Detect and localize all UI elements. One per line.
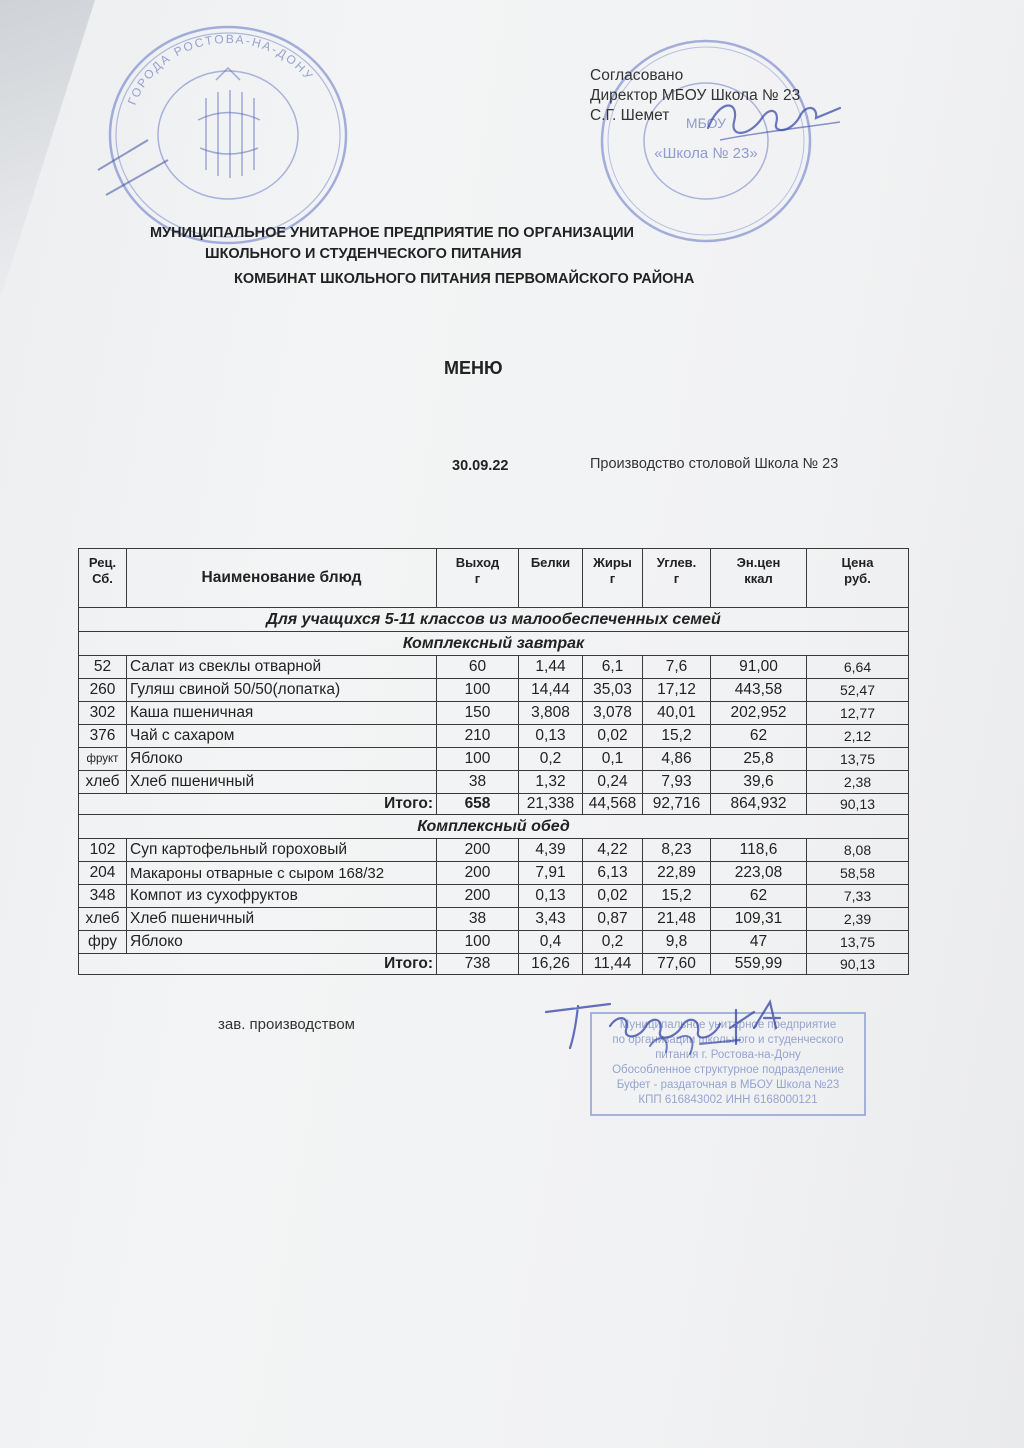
cell-fat: 35,03 <box>583 679 643 702</box>
cell-name: Яблоко <box>127 931 437 954</box>
cell-carbs: 40,01 <box>643 702 711 725</box>
cell-name: Каша пшеничная <box>127 702 437 725</box>
cell-code: 348 <box>79 885 127 908</box>
menu-title: МЕНЮ <box>444 358 503 378</box>
total-fat: 44,568 <box>583 794 643 815</box>
cell-fat: 4,22 <box>583 839 643 862</box>
right-seal-center-line1: МБОУ <box>685 115 727 131</box>
total-protein: 21,338 <box>519 794 583 815</box>
total-carbs: 77,60 <box>643 954 711 975</box>
table-row <box>79 839 909 862</box>
cell-carbs: 21,48 <box>643 908 711 931</box>
cell-name: Хлеб пшеничный <box>127 771 437 794</box>
header-protein: Белки <box>519 549 583 608</box>
cell-fat: 0,2 <box>583 931 643 954</box>
cell-energy: 202,952 <box>711 702 807 725</box>
cell-name: Компот из сухофруктов <box>127 885 437 908</box>
cell-energy: 47 <box>711 931 807 954</box>
cell-name: Чай с сахаром <box>127 725 437 748</box>
cell-code: фру <box>79 931 127 954</box>
cell-carbs: 17,12 <box>643 679 711 702</box>
stamp-line: Обособленное структурное подразделение <box>612 1064 844 1076</box>
cell-name: Салат из свеклы отварной <box>127 656 437 679</box>
cell-fat: 0,02 <box>583 725 643 748</box>
header-output: Выход г <box>437 549 519 608</box>
total-energy: 864,932 <box>711 794 807 815</box>
breakfast-title: Комплексный завтрак <box>79 632 909 656</box>
cell-protein: 3,808 <box>519 702 583 725</box>
table-row <box>79 725 909 748</box>
cell-code: 302 <box>79 702 127 725</box>
cell-carbs: 15,2 <box>643 885 711 908</box>
cell-energy: 39,6 <box>711 771 807 794</box>
cell-fat: 6,13 <box>583 862 643 885</box>
table-row <box>79 885 909 908</box>
cell-price: 2,39 <box>807 908 909 931</box>
cell-output: 150 <box>437 702 519 725</box>
total-output: 738 <box>437 954 519 975</box>
table-row <box>79 656 909 679</box>
cell-price: 7,33 <box>807 885 909 908</box>
cell-code: 260 <box>79 679 127 702</box>
cell-output: 38 <box>437 771 519 794</box>
cell-price: 2,12 <box>807 725 909 748</box>
cell-carbs: 4,86 <box>643 748 711 771</box>
production-label: Производство столовой Школа № 23 <box>590 456 839 472</box>
total-price: 90,13 <box>807 794 909 815</box>
header-price: Цена руб. <box>807 549 909 608</box>
cell-output: 100 <box>437 931 519 954</box>
cell-protein: 4,39 <box>519 839 583 862</box>
cell-energy: 118,6 <box>711 839 807 862</box>
lunch-title-row <box>79 815 909 839</box>
cell-price: 2,38 <box>807 771 909 794</box>
cell-code: хлеб <box>79 908 127 931</box>
left-seal-ring-text: ГОРОДА РОСТОВА-НА-ДОНУ <box>124 31 317 107</box>
lunch-total-row <box>79 954 909 975</box>
cell-name: Хлеб пшеничный <box>127 908 437 931</box>
cell-output: 100 <box>437 679 519 702</box>
total-price: 90,13 <box>807 954 909 975</box>
cell-protein: 0,2 <box>519 748 583 771</box>
cell-output: 100 <box>437 748 519 771</box>
page-fold-shadow <box>0 0 95 300</box>
cell-energy: 91,00 <box>711 656 807 679</box>
cell-code: 102 <box>79 839 127 862</box>
table-row <box>79 862 909 885</box>
cell-price: 6,64 <box>807 656 909 679</box>
cell-carbs: 7,6 <box>643 656 711 679</box>
header-code: Рец. Сб. <box>79 549 127 608</box>
cell-energy: 443,58 <box>711 679 807 702</box>
stamp-line: КПП 616843002 ИНН 6168000121 <box>638 1094 818 1106</box>
total-carbs: 92,716 <box>643 794 711 815</box>
header-fat: Жиры г <box>583 549 643 608</box>
cell-carbs: 9,8 <box>643 931 711 954</box>
cell-protein: 3,43 <box>519 908 583 931</box>
left-round-seal-stamp <box>88 20 368 250</box>
cell-protein: 7,91 <box>519 862 583 885</box>
cell-fat: 3,078 <box>583 702 643 725</box>
table-row <box>79 702 909 725</box>
cell-output: 200 <box>437 862 519 885</box>
cell-fat: 0,87 <box>583 908 643 931</box>
cell-protein: 1,44 <box>519 656 583 679</box>
cell-name: Яблоко <box>127 748 437 771</box>
table-row <box>79 931 909 954</box>
stamp-line: Муниципальное унитарное предприятие <box>619 1019 837 1031</box>
cell-name: Суп картофельный гороховый <box>127 839 437 862</box>
menu-table <box>78 548 909 975</box>
cell-energy: 109,31 <box>711 908 807 931</box>
cell-code: 204 <box>79 862 127 885</box>
cell-fat: 0,02 <box>583 885 643 908</box>
cell-output: 210 <box>437 725 519 748</box>
cell-carbs: 8,23 <box>643 839 711 862</box>
table-row <box>79 908 909 931</box>
cell-output: 60 <box>437 656 519 679</box>
cell-price: 13,75 <box>807 748 909 771</box>
cell-name: Макароны отварные с сыром 168/32 <box>127 862 437 885</box>
cell-fat: 0,24 <box>583 771 643 794</box>
manager-signature <box>540 996 830 1066</box>
org-line-1: МУНИЦИПАЛЬНОЕ УНИТАРНОЕ ПРЕДПРИЯТИЕ ПО ОРГАНИЗАЦИИ <box>150 225 634 241</box>
lunch-title: Комплексный обед <box>79 815 909 839</box>
cell-code: фрукт <box>79 748 127 771</box>
breakfast-total-row <box>79 794 909 815</box>
total-label: Итого: <box>79 794 437 815</box>
right-seal-center-line2: «Школа № 23» <box>654 145 758 162</box>
total-fat: 11,44 <box>583 954 643 975</box>
cell-output: 38 <box>437 908 519 931</box>
cell-protein: 0,13 <box>519 725 583 748</box>
approval-line-1: Согласовано <box>590 67 684 84</box>
cell-carbs: 7,93 <box>643 771 711 794</box>
cell-protein: 0,13 <box>519 885 583 908</box>
cell-output: 200 <box>437 839 519 862</box>
approval-line-2: Директор МБОУ Школа № 23 <box>590 87 801 104</box>
total-output: 658 <box>437 794 519 815</box>
cell-code: 376 <box>79 725 127 748</box>
table-row <box>79 679 909 702</box>
cell-protein: 14,44 <box>519 679 583 702</box>
production-manager-label: зав. производством <box>218 1016 355 1033</box>
cell-code: 52 <box>79 656 127 679</box>
cell-protein: 0,4 <box>519 931 583 954</box>
header-energy: Эн.цен ккал <box>711 549 807 608</box>
cell-price: 13,75 <box>807 931 909 954</box>
cell-carbs: 22,89 <box>643 862 711 885</box>
cell-output: 200 <box>437 885 519 908</box>
cell-name: Гуляш свиной 50/50(лопатка) <box>127 679 437 702</box>
cell-fat: 0,1 <box>583 748 643 771</box>
header-name: Наименование блюд <box>127 549 437 608</box>
total-protein: 16,26 <box>519 954 583 975</box>
cell-code: хлеб <box>79 771 127 794</box>
cell-price: 8,08 <box>807 839 909 862</box>
cell-energy: 223,08 <box>711 862 807 885</box>
table-row <box>79 748 909 771</box>
cell-price: 12,77 <box>807 702 909 725</box>
approval-line-3: С.Г. Шемет <box>590 107 670 124</box>
cell-fat: 6,1 <box>583 656 643 679</box>
cell-energy: 62 <box>711 885 807 908</box>
total-energy: 559,99 <box>711 954 807 975</box>
approval-block <box>590 66 800 126</box>
cell-energy: 62 <box>711 725 807 748</box>
menu-date: 30.09.22 <box>452 458 509 474</box>
table-header-row <box>79 549 909 608</box>
cell-price: 52,47 <box>807 679 909 702</box>
stamp-line: питания г. Ростова-на-Дону <box>655 1049 801 1061</box>
group-title-row <box>79 608 909 632</box>
org-line-3: КОМБИНАТ ШКОЛЬНОГО ПИТАНИЯ ПЕРВОМАЙСКОГО РАЙОНА <box>234 271 695 287</box>
cell-price: 58,58 <box>807 862 909 885</box>
cell-protein: 1,32 <box>519 771 583 794</box>
group-title: Для учащихся 5-11 классов из малообеспеченных семей <box>79 608 909 632</box>
stamp-line: по организации школьного и студенческого <box>612 1034 844 1046</box>
table-row <box>79 771 909 794</box>
cell-carbs: 15,2 <box>643 725 711 748</box>
stamp-line: Буфет - раздаточная в МБОУ Школа №23 <box>616 1079 840 1091</box>
breakfast-title-row <box>79 632 909 656</box>
cell-energy: 25,8 <box>711 748 807 771</box>
org-line-2: ШКОЛЬНОГО И СТУДЕНЧЕСКОГО ПИТАНИЯ <box>205 246 522 262</box>
total-label: Итого: <box>79 954 437 975</box>
header-carbs: Углев. г <box>643 549 711 608</box>
